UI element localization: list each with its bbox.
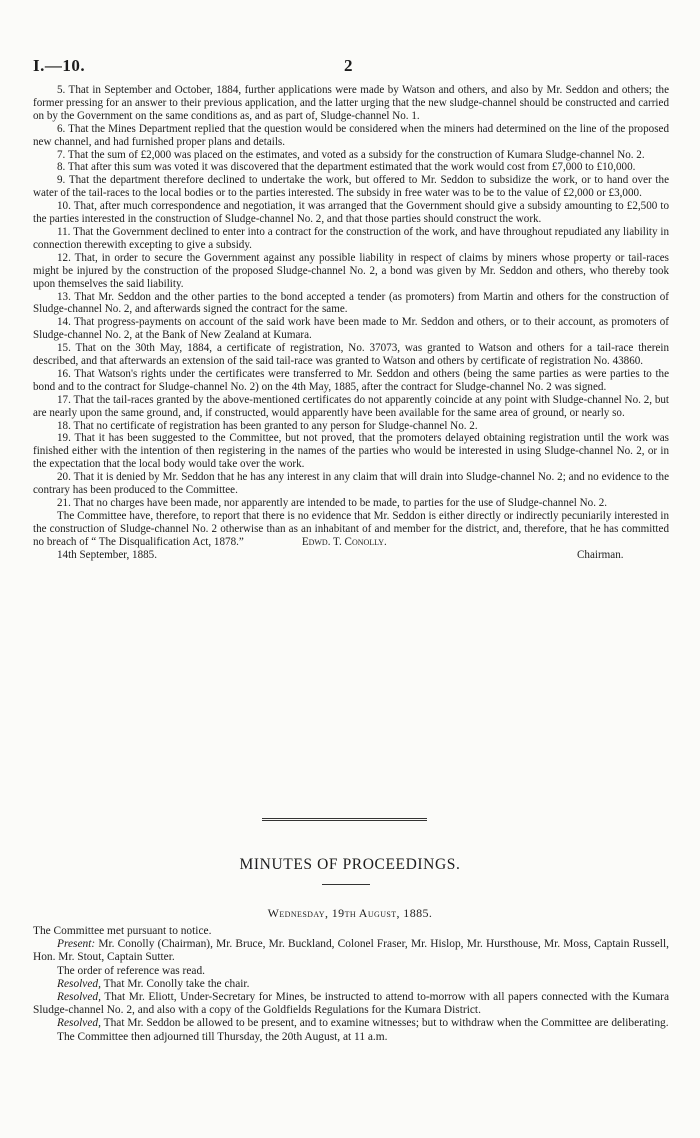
conclusion-text: The Committee have, therefore, to report that there is no evidence that Mr. Seddon is either directly or indirectly pecuniarily interested in the construction of Sludge-channel No. 2 otherwise than as an inhabitant of and member for the district, and, therefore, that he has committed no breach of “ The Disqualification Act, 1878.”	[33, 509, 669, 548]
paragraph-17: 17. That the tail-races granted by the above-mentioned certificates do not apparently coincide at any point with Sludge-channel No. 2, but are nearly upon the same ground, and, if constructed, would apparently have been available for the same area of ground, or nearly so.	[33, 393, 669, 419]
committee-conclusion	[33, 510, 669, 549]
resolution-2-text: That Mr. Eliott, Under-Secretary for Mines, be instructed to attend to-morrow with all papers connected with the Kumara Sludge-channel No. 2, and also with a copy of the Goldfields Regulations for the Kumara District.	[33, 991, 669, 1017]
order-of-reference: The order of reference was read.	[57, 964, 205, 977]
present-label: Present:	[57, 938, 96, 951]
report-date: 14th September, 1885.	[57, 548, 158, 561]
section-divider	[262, 818, 427, 821]
heading-rule	[322, 884, 370, 885]
paragraph-21: 21. That no charges have been made, nor apparently are intended to be made, to parties for the use of Sludge-channel No. 2.	[57, 497, 608, 509]
paragraph-12: 12. That, in order to secure the Government against any possible liability in respect of claims by miners whose property or tail-races might be injured by the construction of the proposed Sludge-channel No. 2, a bond was given by Mr. Seddon and others, who thereby took upon themselves the said liability.	[33, 251, 669, 290]
paragraph-7: 7. That the sum of £2,000 was placed on the estimates, and voted as a subsidy for the construction of Kumara Sludge-channel No. 2.	[57, 148, 645, 161]
document-reference: I.—10.	[33, 56, 86, 75]
resolved-label: Resolved,	[57, 977, 101, 990]
signatory-title: Chairman.	[577, 548, 624, 561]
paragraph-9: 9. That the department therefore declined to undertake the work, but offered to Mr. Seddon to subsidize the work, or to hand over the water of the tail-races to the local bodies or to the parties interested. The subsidy in free water was to be to the value of £2,000 or £3,000.	[33, 174, 669, 200]
paragraph-19: 19. That it has been suggested to the Committee, but not proved, that the promoters delayed obtaining registration until the work was finished either with the intention of then registering in the names of the parties who would be interested in using Sludge-channel No. 2, or in the expectation that the local body would take over the work.	[33, 432, 669, 471]
paragraph-5: 5. That in September and October, 1884, further applications were made by Watson and others, and also by Mr. Seddon and others; the former pressing for an answer to their previous application, and the latter urging that the new sludge-channel should be constructed and carried on by the Government on the same conditions as, and as part of, Sludge-channel No. 1.	[33, 84, 669, 122]
paragraph-20: 20. That it is denied by Mr. Seddon that he has any interest in any claim that will drain into Sludge-channel No. 2; and no evidence to the contrary has been produced to the Committee.	[33, 471, 669, 497]
adjournment: The Committee then adjourned till Thursday, the 20th August, at 11 a.m.	[57, 1030, 388, 1043]
present-list: Mr. Conolly (Chairman), Mr. Bruce, Mr. Buckland, Colonel Fraser, Mr. Hislop, Mr. Hursthouse, Mr. Moss, Captain Russell, Hon. Mr. Stout, Captain Sutter.	[33, 938, 669, 964]
paragraph-16: 16. That Watson's rights under the certificates were transferred to Mr. Seddon and others (being the same parties as were parties to the bond and to the contract for Sludge-channel No. 2) on the 4th May, 1885, after the contract for Sludge-channel No. 2 was signed.	[33, 367, 669, 393]
resolution-1	[33, 978, 669, 991]
report-findings	[33, 84, 669, 562]
resolution-1-text: That Mr. Conolly take the chair.	[100, 977, 250, 990]
signature-row	[33, 549, 669, 562]
paragraph-13: 13. That Mr. Seddon and the other parties to the bond accepted a tender (as promoters) from Martin and others for the construction of Sludge-channel No. 2, and afterwards signed the contract for the same.	[33, 290, 669, 316]
minutes-opening: The Committee met pursuant to notice.	[33, 925, 212, 937]
resolution-3-text: That Mr. Seddon be allowed to be present, and to examine witnesses; but to withdraw when the Committee are deliberating.	[100, 1017, 669, 1030]
paragraph-8: 8. That after this sum was voted it was discovered that the department estimated that the work would cost from £7,000 to £10,000.	[57, 161, 636, 174]
members-present	[33, 938, 669, 964]
resolved-label: Resolved,	[57, 991, 101, 1004]
meeting-date: Wednesday, 19th August, 1885.	[267, 906, 433, 920]
resolution-2	[33, 991, 669, 1017]
minutes-heading: MINUTES OF PROCEEDINGS.	[239, 856, 461, 873]
minutes-of-proceedings	[33, 925, 669, 1044]
resolution-3	[33, 1017, 669, 1030]
paragraph-10: 10. That, after much correspondence and negotiation, it was arranged that the Government should give a subsidy amounting to £2,500 to the parties interested in the construction of Sludge-channel No. 2, and that those parties should construct the work.	[33, 200, 669, 226]
paragraph-14: 14. That progress-payments on account of the said work have been made to Mr. Seddon and others, or to their account, as promoters of Sludge-channel No. 2, at the Bank of New Zealand at Kumara.	[33, 316, 669, 342]
paragraph-11: 11. That the Government declined to enter into a contract for the construction of the work, and have throughout repudiated any liability in connection therewith excepting to give a subsidy.	[33, 225, 669, 251]
paragraph-18: 18. That no certificate of registration has been granted to any person for Sludge-channel No. 2.	[57, 419, 478, 432]
paragraph-15: 15. That on the 30th May, 1884, a certificate of registration, No. 37073, was granted to Watson and others for a tail-race therein described, and that afterwards an extension of the said tail-race was granted to Watson and others by certificate of registration No. 43860.	[33, 342, 669, 368]
resolved-label: Resolved,	[57, 1017, 101, 1030]
signatory-name: Edwd. T. Conolly.	[301, 535, 387, 548]
paragraph-6: 6. That the Mines Department replied that the question would be considered when the miners had determined on the line of the proposed new channel, and had furnished proper plans and details.	[33, 122, 669, 148]
page-number: 2	[344, 56, 353, 75]
